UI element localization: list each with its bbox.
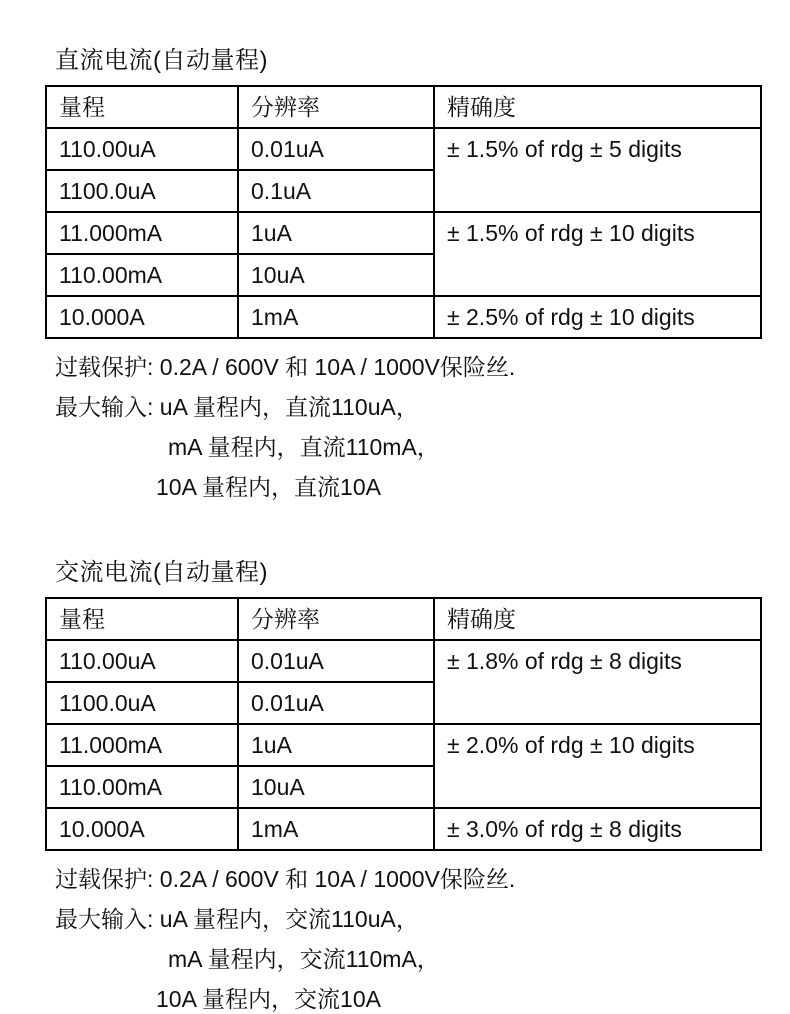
resolution-cell: 1mA (238, 296, 434, 338)
accuracy-cell: ± 1.5% of rdg ± 5 digits (434, 128, 761, 212)
range-cell: 110.00uA (46, 640, 238, 682)
range-cell: 1100.0uA (46, 170, 238, 212)
range-cell: 10.000A (46, 808, 238, 850)
table-row (46, 212, 761, 254)
resolution-cell: 1uA (238, 212, 434, 254)
accuracy-cell: ± 2.0% of rdg ± 10 digits (434, 724, 761, 808)
range-cell: 110.00mA (46, 254, 238, 296)
resolution-cell: 1mA (238, 808, 434, 850)
accuracy-cell: ± 3.0% of rdg ± 8 digits (434, 808, 761, 850)
range-cell: 1100.0uA (46, 682, 238, 724)
dc-current-section (45, 40, 762, 502)
resolution-cell: 1uA (238, 724, 434, 766)
dc-section-title: 直流电流(自动量程) (55, 47, 268, 74)
resolution-cell: 10uA (238, 766, 434, 808)
table-row (46, 808, 761, 850)
overload-protection-note: 过载保护: 0.2A / 600V 和 10A / 1000V保险丝. (55, 866, 516, 892)
range-cell: 10.000A (46, 296, 238, 338)
accuracy-column-header: 精确度 (434, 598, 761, 640)
resolution-cell: 0.01uA (238, 682, 434, 724)
accuracy-cell: ± 1.5% of rdg ± 10 digits (434, 212, 761, 296)
accuracy-column-header: 精确度 (434, 86, 761, 128)
resolution-cell: 0.01uA (238, 640, 434, 682)
resolution-cell: 0.1uA (238, 170, 434, 212)
max-input-note-line-3: 10A 量程内，直流10A (156, 474, 381, 500)
max-input-note-line-1: 最大输入: uA 量程内，直流110uA， (55, 394, 419, 420)
max-input-note-line-1: 最大输入: uA 量程内，交流110uA， (55, 906, 419, 932)
ac-spec-table (45, 597, 762, 851)
range-cell: 110.00uA (46, 128, 238, 170)
accuracy-cell: ± 1.8% of rdg ± 8 digits (434, 640, 761, 724)
table-row (46, 640, 761, 682)
range-cell: 11.000mA (46, 212, 238, 254)
range-cell: 11.000mA (46, 724, 238, 766)
range-column-header: 量程 (46, 86, 238, 128)
accuracy-cell: ± 2.5% of rdg ± 10 digits (434, 296, 761, 338)
ac-section-title: 交流电流(自动量程) (55, 559, 268, 586)
table-row (46, 128, 761, 170)
overload-protection-note: 过载保护: 0.2A / 600V 和 10A / 1000V保险丝. (55, 354, 516, 380)
range-cell: 110.00mA (46, 766, 238, 808)
resolution-cell: 0.01uA (238, 128, 434, 170)
table-header-row (46, 598, 761, 640)
resolution-cell: 10uA (238, 254, 434, 296)
ac-current-section (45, 552, 762, 1014)
resolution-column-header: 分辨率 (238, 86, 434, 128)
range-column-header: 量程 (46, 598, 238, 640)
max-input-note-line-3: 10A 量程内，交流10A (156, 986, 381, 1012)
table-row (46, 724, 761, 766)
max-input-note-line-2: mA 量程内，交流110mA， (168, 946, 440, 972)
table-row (46, 296, 761, 338)
dc-spec-table (45, 85, 762, 339)
table-header-row (46, 86, 761, 128)
max-input-note-line-2: mA 量程内，直流110mA， (168, 434, 440, 460)
resolution-column-header: 分辨率 (238, 598, 434, 640)
